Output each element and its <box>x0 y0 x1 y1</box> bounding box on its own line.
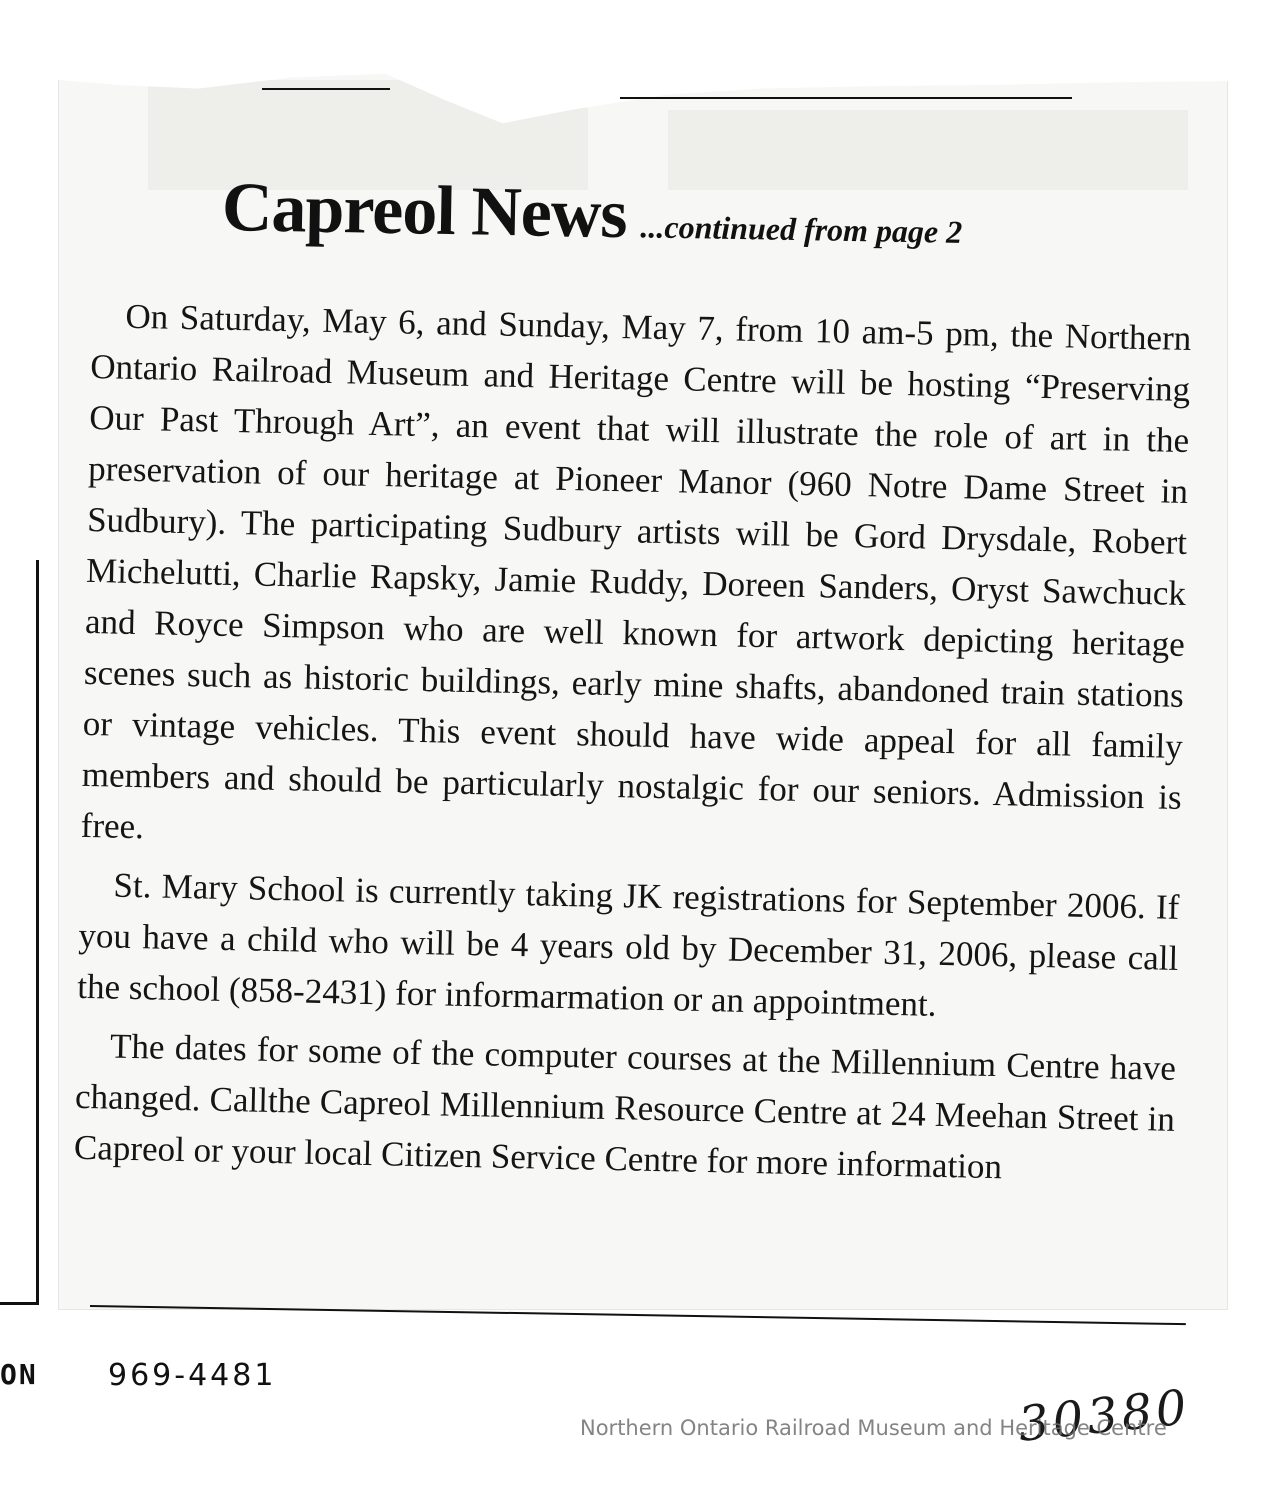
top-rule-right <box>620 97 1072 99</box>
article-paragraph: The dates for some of the computer courses at the Millennium Centre have changed. Callthe Capreol Millennium Resource Centre at 24 Meehan Street in Capreol or your local Citizen Service Centre for more information <box>73 1026 1177 1187</box>
footer-phone: 969-4481 <box>108 1358 277 1393</box>
top-rule-left <box>262 88 390 90</box>
headline-title: Capreol News <box>221 169 628 254</box>
footer-text-fragment: ON <box>0 1358 38 1391</box>
column-border <box>36 560 39 1305</box>
column-border-foot <box>0 1302 39 1305</box>
article-paragraph: St. Mary School is currently taking JK registrations for September 2006. If you have a child who will be 4 years old by December 31, 2006, please call the school (858-2431) for informarmation or an appointment. <box>77 865 1180 1024</box>
continued-note: ...continued from page 2 <box>640 208 963 250</box>
headline <box>221 168 1172 265</box>
handwritten-catalog-number: 30380 <box>1015 1379 1194 1453</box>
article-paragraph: On Saturday, May 6, and Sunday, May 7, from 10 am-5 pm, the Northern Ontario Railroad Museum and Heritage Centre will be hosting “Preserving Our Past Through Art”, an event that will illustrate the role of art in the preservation of our heritage at Pioneer Manor (960 Notre Dame Street in Sudbury). The participating Sudbury artists will be Gord Drysdale, Robert Michelutti, Charlie Rapsky, Jamie Ruddy, Doreen Sanders, Oryst Sawchuck and Royce Simpson who are well known for artwork depicting heritage scenes such as historic buildings, early mine shafts, abandoned train stations or vintage vehicles. This event should have wide appeal for all family members and should be particularly nostalgic for our seniors. Admission is free. <box>80 296 1192 847</box>
article-body <box>73 290 1191 1204</box>
museum-watermark: Northern Ontario Railroad Museum and Heritage Centre <box>580 1416 1167 1440</box>
